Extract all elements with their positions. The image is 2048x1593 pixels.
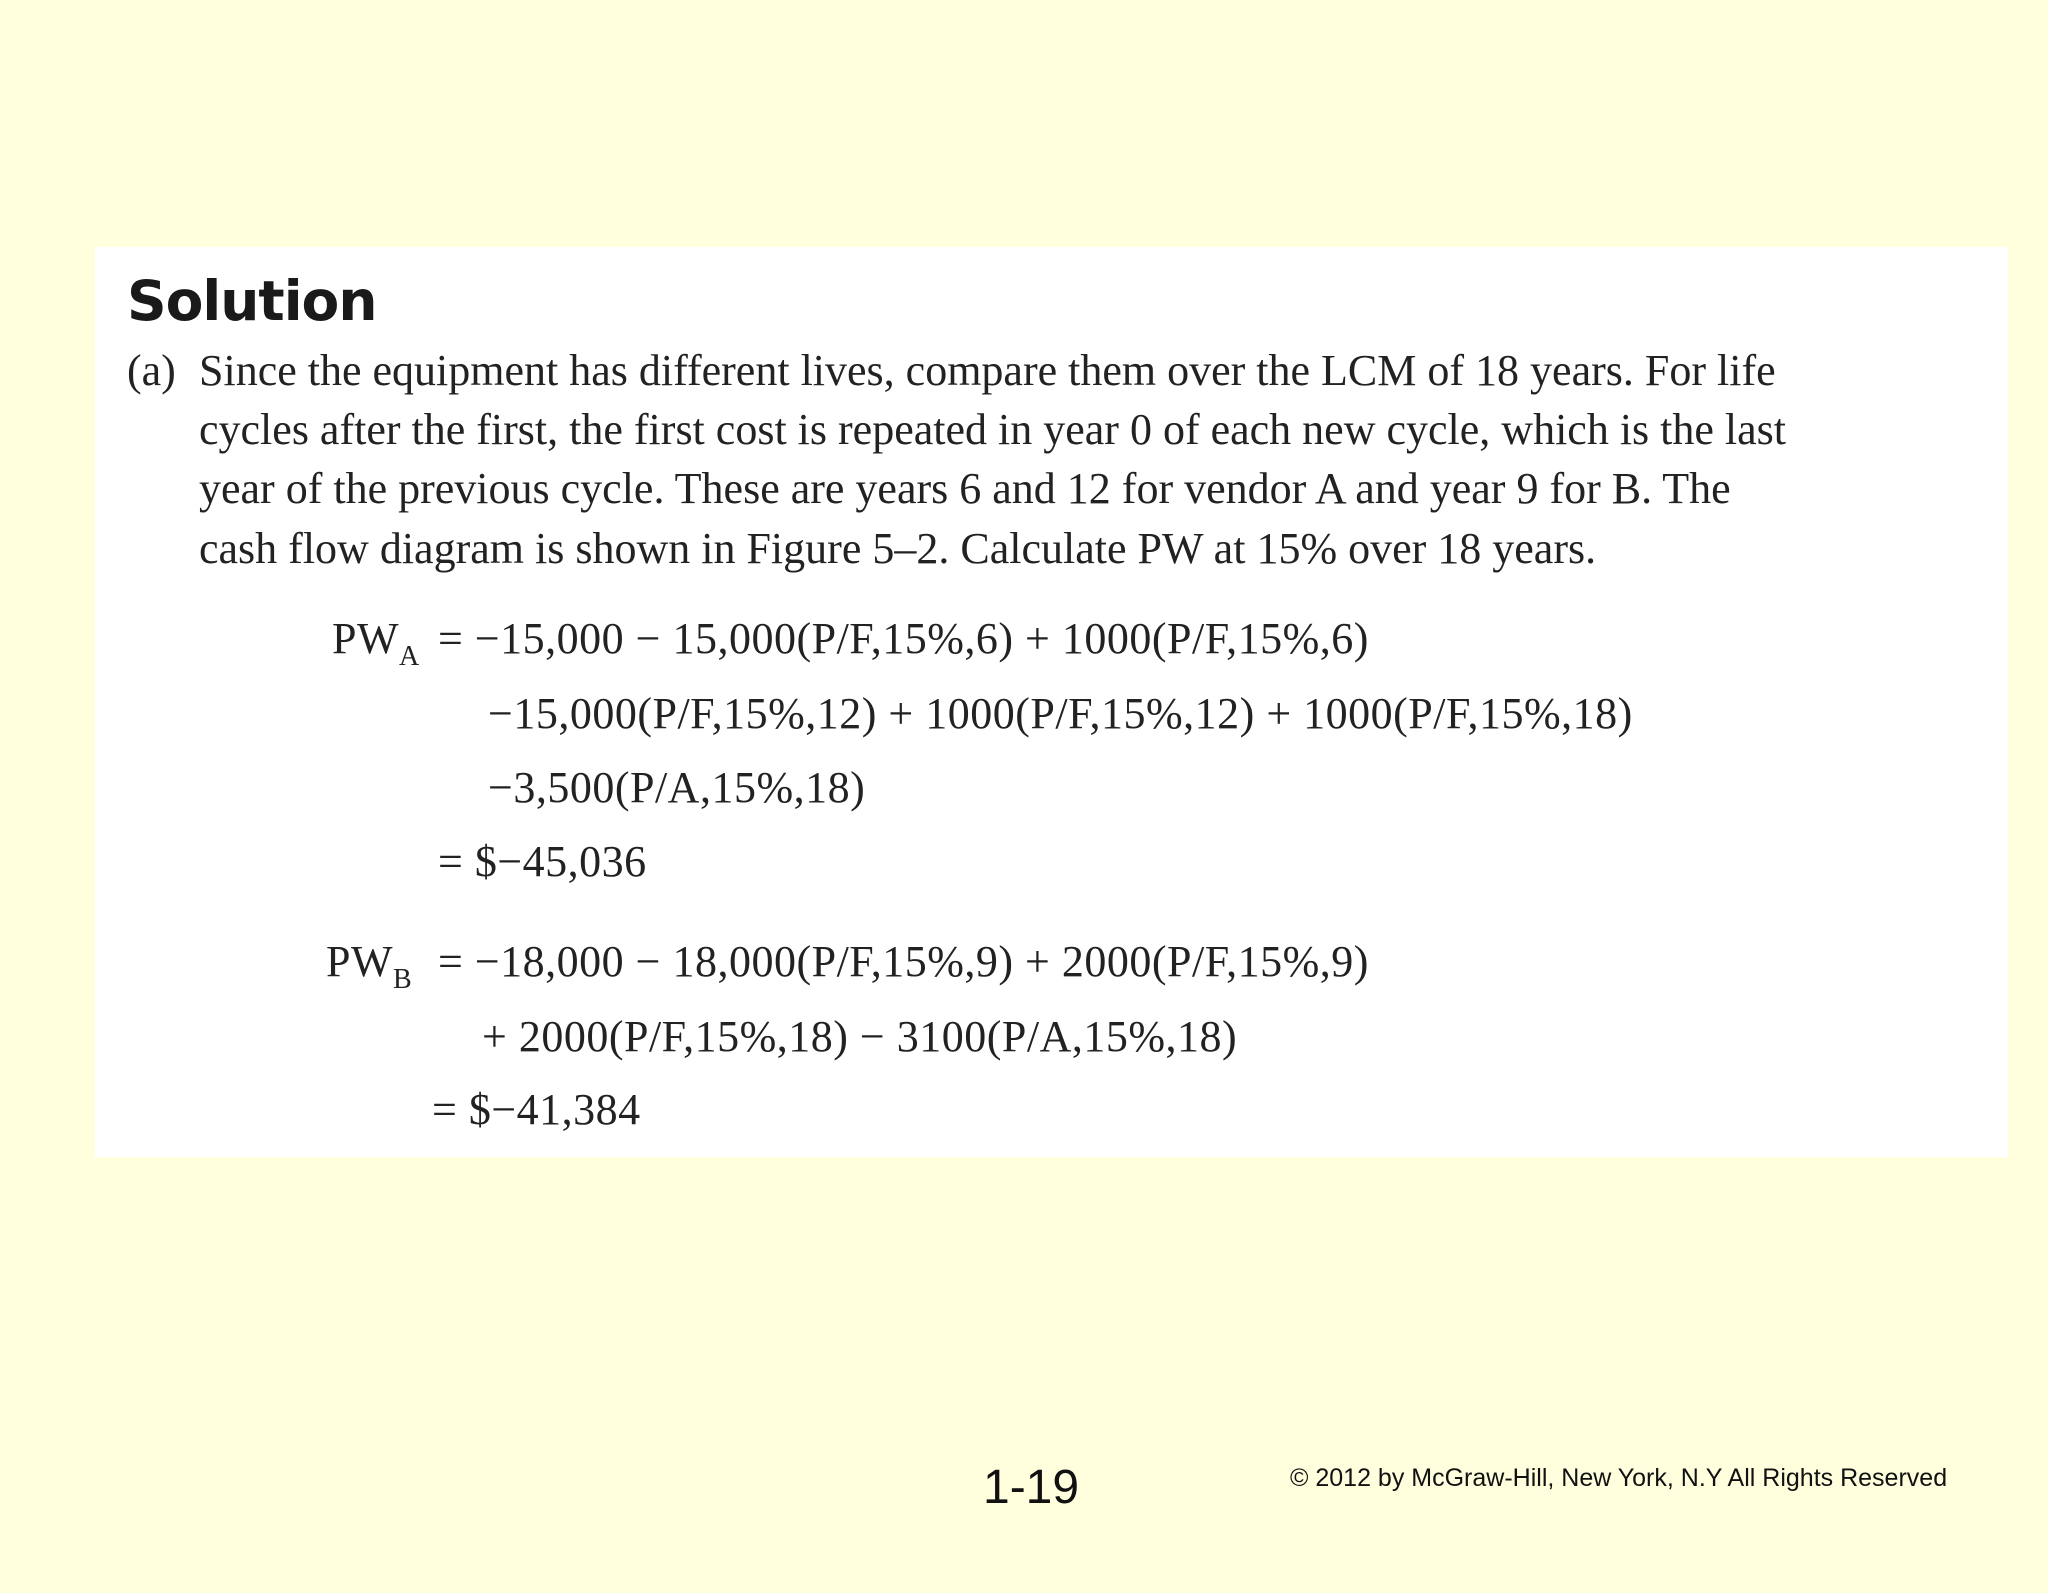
paragraph-line-4: cash flow diagram is shown in Figure 5–2. Calculate PW at 15% over 18 years. [199, 524, 1597, 573]
pw-b-label [326, 937, 413, 995]
pw-a-line-3: −3,500(P/A,15%,18) [488, 763, 866, 812]
slide-number: 1-19 [983, 1461, 1080, 1514]
pw-b-line-2: + 2000(P/F,15%,18) − 3100(P/A,15%,18) [482, 1012, 1238, 1061]
pw-a-symbol: PW [332, 614, 399, 663]
pw-b-subscript: B [393, 964, 413, 995]
pw-a-result: = $−45,036 [438, 837, 647, 886]
pw-b-line-1: = −18,000 − 18,000(P/F,15%,9) + 2000(P/F,15%,9) [438, 937, 1369, 986]
pw-b-result: = $−41,384 [432, 1085, 641, 1134]
pw-a-label [332, 614, 420, 672]
pw-a-line-2: −15,000(P/F,15%,12) + 1000(P/F,15%,12) + 1000(P/F,15%,18) [488, 689, 1633, 738]
part-label: (a) [127, 346, 176, 395]
pw-a-subscript: A [399, 641, 420, 672]
paragraph-line-3: year of the previous cycle. These are years 6 and 12 for vendor A and year 9 for B. The [199, 464, 1731, 513]
copyright-notice: © 2012 by McGraw-Hill, New York, N.Y All Rights Reserved [1290, 1464, 1948, 1492]
pw-b-symbol: PW [326, 937, 393, 986]
paragraph-line-2: cycles after the first, the first cost is repeated in year 0 of each new cycle, which is the last [199, 405, 1787, 454]
solution-heading: Solution [127, 269, 377, 333]
pw-a-line-1: = −15,000 − 15,000(P/F,15%,6) + 1000(P/F,15%,6) [438, 614, 1369, 663]
paragraph-line-1: Since the equipment has different lives, compare them over the LCM of 18 years. For life [199, 346, 1776, 395]
